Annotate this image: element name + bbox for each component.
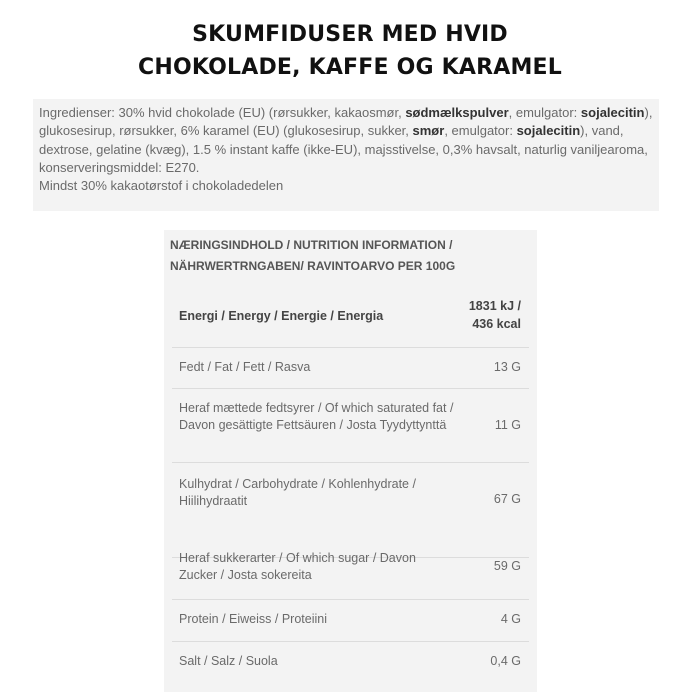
ingredients-text: Ingredienser: 30% hvid chokolade (EU) (rørsukker, kakaosmør, — [39, 105, 406, 120]
title-line-2: CHOKOLADE, KAFFE OG KARAMEL — [138, 55, 562, 80]
nutrient-value: 59 G — [493, 559, 521, 573]
nutrition-row-saturated-fat — [172, 389, 529, 463]
nutrient-value — [469, 297, 521, 333]
allergen-soy-lecithin: sojalecitin — [580, 105, 645, 120]
nutrition-row-sugar — [172, 551, 529, 600]
nutrient-value: 67 G — [493, 492, 521, 506]
nutrient-name: Protein / Eiweiss / Proteiini — [179, 612, 327, 626]
nutrition-heading — [170, 235, 530, 277]
nutrient-name: Salt / Salz / Suola — [179, 654, 278, 668]
ingredients-text: ), glukosesirup, rørsukker, 6% karamel (EU) (glukosesirup, sukker, — [39, 105, 653, 139]
nutrition-row-protein — [172, 600, 529, 642]
cocoa-solids-note: Mindst 30% kakaotørstof i chokoladedelen — [39, 178, 284, 194]
nutrition-row-salt — [172, 642, 529, 690]
nutrition-row-energy — [172, 283, 529, 348]
nutrition-table — [164, 230, 537, 692]
title-line-1: SKUMFIDUSER MED HVID — [192, 22, 508, 47]
nutrient-value: 13 G — [493, 360, 521, 374]
nutrient-value: 0,4 G — [490, 654, 521, 668]
allergen-milk-powder: sødmælkspulver — [405, 105, 509, 120]
page-title — [0, 18, 700, 84]
nutrition-row-carbohydrate — [172, 463, 529, 558]
nutrient-name: Heraf mættede fedtsyrer / Of which saturated fat / Davon gesättigte Fettsäuren / Josta Tyydyttynttä — [179, 401, 454, 432]
nutrient-value: 4 G — [500, 612, 521, 626]
nutrient-name: Fedt / Fat / Fett / Rasva — [179, 360, 311, 374]
ingredients-block — [33, 99, 659, 211]
nutrition-heading-line-2: NÄHRWERTRNGABEN/ RAVINTOARVO PER 100G — [170, 259, 456, 273]
nutrient-value: 11 G — [494, 418, 521, 432]
allergen-butter: smør — [412, 123, 445, 139]
ingredients-text: , emulgator: — [444, 123, 517, 139]
nutrition-row-fat — [172, 348, 529, 389]
nutrient-name: Energi / Energy / Energie / Energia — [179, 309, 384, 323]
ingredients-text: , emulgator: — [508, 105, 581, 120]
ingredients-text: ), vand, dextrose, gelatine (kvæg), 1.5 % instant kaffe (ikke-EU), majsstivelse, 0,3% havsalt, naturlig vaniljearoma, konserveringsmiddel: E270. — [39, 123, 648, 175]
nutrient-name: Heraf sukkerarter / Of which sugar / Davon Zucker / Josta sokereita — [179, 551, 416, 582]
nutrition-heading-line-1: NÆRINGSINDHOLD / NUTRITION INFORMATION / — [170, 238, 453, 252]
energy-kcal: 436 kcal — [472, 317, 521, 331]
energy-kj: 1831 kJ / — [468, 299, 521, 313]
nutrient-name: Kulhydrat / Carbohydrate / Kohlenhydrate / Hiilihydraatit — [179, 477, 416, 508]
allergen-soy-lecithin: sojalecitin — [516, 123, 581, 139]
